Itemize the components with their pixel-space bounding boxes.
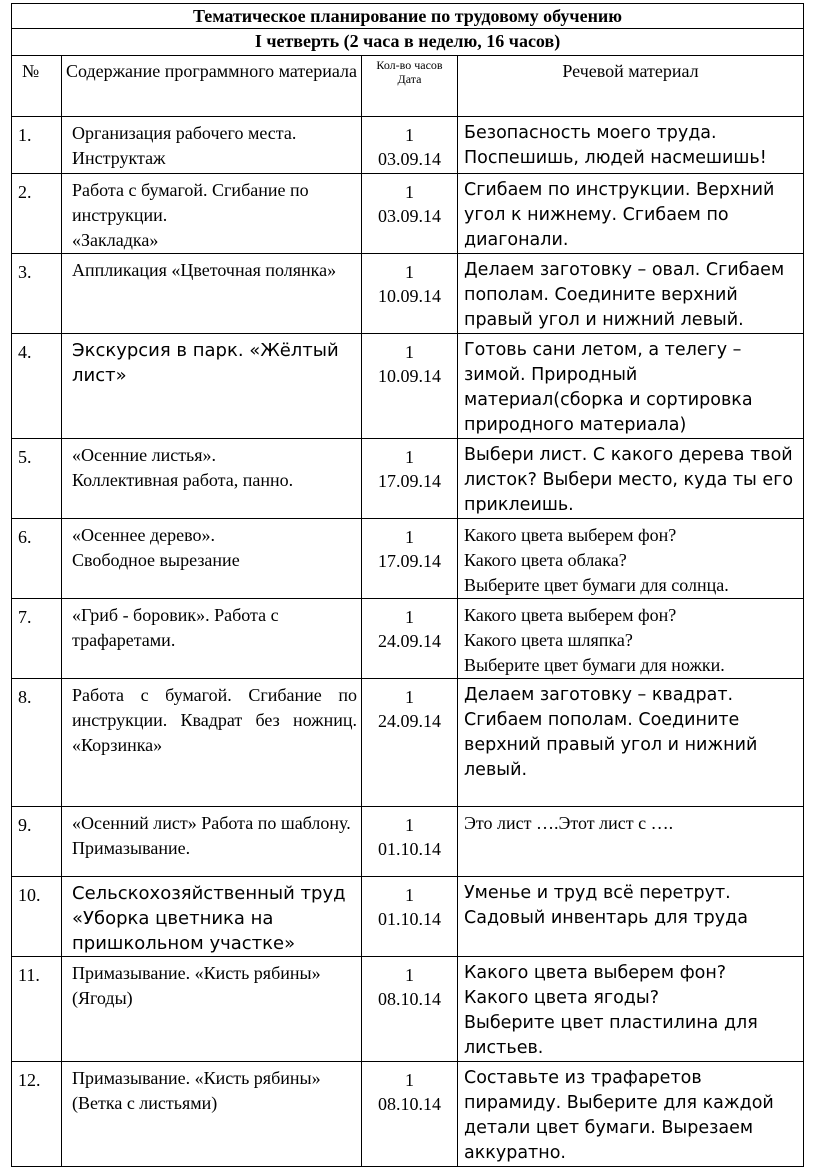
row-date: 24.09.14	[378, 711, 441, 731]
header-speech: Речевой материал	[458, 56, 804, 117]
header-num: №	[12, 56, 62, 117]
row-content: Примазывание. «Кисть рябины» (Ягоды)	[62, 957, 362, 1062]
row-date: 08.10.14	[378, 1094, 441, 1114]
row-content: Работа с бумагой. Сгибание по инструкции. «Закладка»	[62, 174, 362, 254]
row-hours: 1	[405, 965, 414, 985]
row-number: 10.	[12, 877, 62, 957]
row-speech-material: Уменье и труд всё перетрут. Садовый инвентарь для труда	[458, 877, 804, 957]
row-speech-material: Это лист ….Этот лист с ….	[458, 807, 804, 877]
row-content: «Гриб - боровик». Работа с трафаретами.	[62, 599, 362, 679]
row-speech-material: Какого цвета выберем фон? Какого цвета ягоды? Выберите цвет пластилина для листьев.	[458, 957, 804, 1062]
row-date: 08.10.14	[378, 989, 441, 1009]
row-hours: 1	[405, 527, 414, 547]
row-speech-material: Безопасность моего труда. Поспешишь, людей насмешишь!	[458, 117, 804, 174]
row-hours: 1	[405, 1070, 414, 1090]
row-hours: 1	[405, 182, 414, 202]
row-content: «Осеннее дерево». Свободное вырезание	[62, 519, 362, 599]
row-number: 7.	[12, 599, 62, 679]
table-row	[12, 599, 804, 679]
row-content: Сельскохозяйственный труд «Уборка цветника на пришкольном участке»	[62, 877, 362, 957]
row-hours: 1	[405, 885, 414, 905]
row-hours: 1	[405, 342, 414, 362]
table-row	[12, 807, 804, 877]
table-row	[12, 439, 804, 519]
row-hours-date	[362, 117, 458, 174]
row-speech-material: Составьте из трафаретов пирамиду. Выберите для каждой детали цвет бумаги. Вырезаем аккуратно.	[458, 1062, 804, 1167]
quarter-heading: I четверть (2 часа в неделю, 16 часов)	[12, 29, 804, 56]
table-row	[12, 519, 804, 599]
row-hours-date	[362, 439, 458, 519]
row-speech-material: Сгибаем по инструкции. Верхний угол к нижнему. Сгибаем по диагонали.	[458, 174, 804, 254]
row-content: «Осенние листья». Коллективная работа, панно.	[62, 439, 362, 519]
row-number: 4.	[12, 334, 62, 439]
row-speech-material: Какого цвета выберем фон? Какого цвета облака? Выберите цвет бумаги для солнца.	[458, 519, 804, 599]
row-number: 6.	[12, 519, 62, 599]
table-row	[12, 174, 804, 254]
row-hours: 1	[405, 815, 414, 835]
document	[11, 3, 803, 1167]
header-content: Содержание программного материала	[62, 56, 362, 117]
row-date: 17.09.14	[378, 551, 441, 571]
table-row	[12, 1062, 804, 1167]
table-row	[12, 117, 804, 174]
row-number: 5.	[12, 439, 62, 519]
row-date: 24.09.14	[378, 631, 441, 651]
row-number: 11.	[12, 957, 62, 1062]
row-hours: 1	[405, 607, 414, 627]
row-hours-date	[362, 1062, 458, 1167]
row-date: 01.10.14	[378, 909, 441, 929]
row-number: 2.	[12, 174, 62, 254]
row-speech-material: Какого цвета выберем фон? Какого цвета шляпка? Выберите цвет бумаги для ножки.	[458, 599, 804, 679]
header-row	[12, 56, 804, 117]
row-hours: 1	[405, 687, 414, 707]
row-date: 10.09.14	[378, 366, 441, 386]
row-hours-date	[362, 334, 458, 439]
title-row	[12, 4, 804, 29]
row-hours: 1	[405, 447, 414, 467]
row-hours: 1	[405, 125, 414, 145]
header-hours-date: Кол-во часов Дата	[362, 56, 458, 117]
table-row	[12, 334, 804, 439]
row-content: «Осенний лист» Работа по шаблону. Примазывание.	[62, 807, 362, 877]
row-number: 8.	[12, 679, 62, 807]
quarter-row	[12, 29, 804, 56]
row-number: 3.	[12, 254, 62, 334]
row-date: 01.10.14	[378, 839, 441, 859]
table-title: Тематическое планирование по трудовому обучению	[12, 4, 804, 29]
row-number: 1.	[12, 117, 62, 174]
row-hours: 1	[405, 262, 414, 282]
row-hours-date	[362, 679, 458, 807]
table-row	[12, 254, 804, 334]
row-content: Примазывание. «Кисть рябины» (Ветка с листьями)	[62, 1062, 362, 1167]
row-speech-material: Выбери лист. С какого дерева твой листок? Выбери место, куда ты его приклеишь.	[458, 439, 804, 519]
row-hours-date	[362, 599, 458, 679]
row-speech-material: Делаем заготовку – квадрат. Сгибаем пополам. Соедините верхний правый угол и нижний левый.	[458, 679, 804, 807]
table-row	[12, 679, 804, 807]
row-content: Аппликация «Цветочная полянка»	[62, 254, 362, 334]
row-number: 12.	[12, 1062, 62, 1167]
row-hours-date	[362, 174, 458, 254]
row-date: 03.09.14	[378, 149, 441, 169]
row-content: Работа с бумагой. Сгибание по инструкции. Квадрат без ножниц. «Корзинка»	[62, 679, 362, 807]
row-speech-material: Готовь сани летом, а телегу – зимой. Природный материал(сборка и сортировка природного материала)	[458, 334, 804, 439]
row-hours-date	[362, 807, 458, 877]
planning-table	[11, 3, 804, 1167]
row-content: Экскурсия в парк. «Жёлтый лист»	[62, 334, 362, 439]
row-speech-material: Делаем заготовку – овал. Сгибаем пополам. Соедините верхний правый угол и нижний левый.	[458, 254, 804, 334]
row-hours-date	[362, 254, 458, 334]
row-content: Организация рабочего места. Инструктаж	[62, 117, 362, 174]
row-hours-date	[362, 877, 458, 957]
row-hours-date	[362, 519, 458, 599]
row-date: 03.09.14	[378, 206, 441, 226]
row-number: 9.	[12, 807, 62, 877]
table-row	[12, 877, 804, 957]
row-hours-date	[362, 957, 458, 1062]
row-date: 10.09.14	[378, 286, 441, 306]
table-row	[12, 957, 804, 1062]
row-date: 17.09.14	[378, 471, 441, 491]
